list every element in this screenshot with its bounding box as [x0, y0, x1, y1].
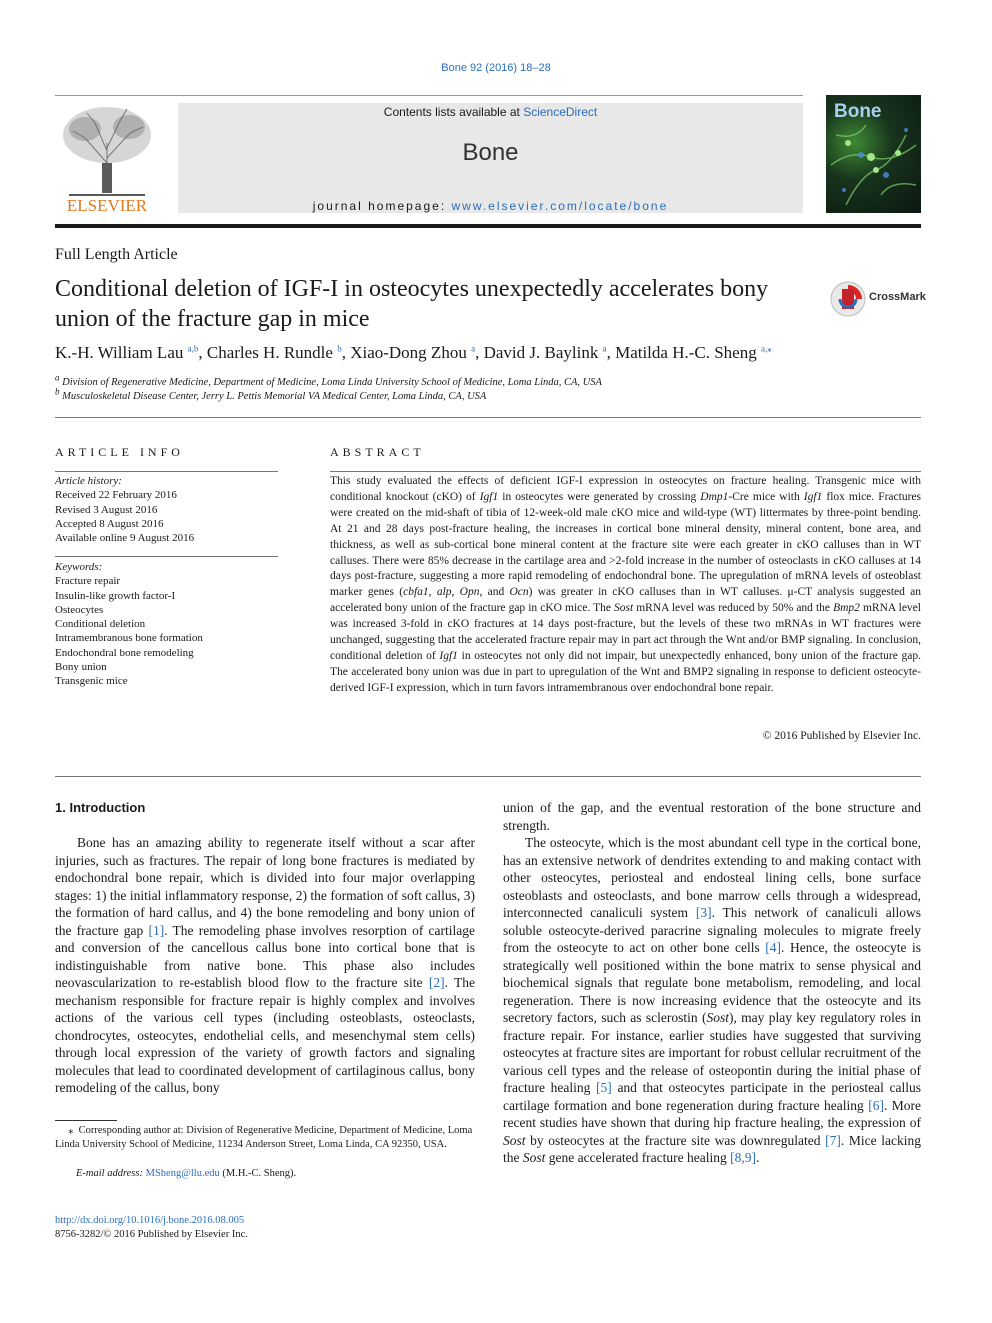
history-item: Available online 9 August 2016: [55, 532, 195, 545]
divider: [55, 776, 921, 777]
article-info-heading: ARTICLE INFO: [55, 445, 184, 459]
keyword: Conditional deletion: [55, 618, 146, 631]
citation-link[interactable]: [7]: [825, 1132, 841, 1148]
history-item: Accepted 8 August 2016: [55, 517, 164, 530]
contents-prefix: Contents lists available at: [383, 105, 524, 119]
crossmark-label[interactable]: CrossMark: [869, 291, 926, 303]
affiliation-mark: a: [55, 372, 60, 383]
keyword: Endochondral bone remodeling: [55, 646, 194, 659]
affiliation-mark: b: [55, 386, 60, 397]
citation-link[interactable]: [5]: [596, 1080, 612, 1095]
journal-name: Bone: [462, 139, 519, 166]
sciencedirect-link[interactable]: ScienceDirect: [523, 105, 598, 119]
author[interactable]: Xiao-Dong Zhou: [350, 343, 467, 362]
author-affiliation-mark[interactable]: b: [337, 343, 342, 354]
homepage-link[interactable]: www.elsevier.com/locate/bone: [451, 199, 669, 213]
divider: [55, 471, 278, 472]
abstract-heading: ABSTRACT: [330, 445, 425, 459]
citation-link[interactable]: [1]: [148, 922, 165, 938]
corresponding-author-footnote: ⁎ Corresponding author at: Division of Regenerative Medicine, Department of Medicine, Loma Linda University School of Medicine, 11234 Anderson Street, Loma Linda, CA 92350, USA.: [55, 1125, 473, 1150]
history-label: Article history:: [55, 475, 122, 487]
cover-title: Bone: [834, 101, 882, 122]
author-affiliation-mark[interactable]: a,⁎: [760, 343, 772, 354]
divider: [55, 556, 278, 557]
citation-link[interactable]: [8,9]: [730, 1150, 757, 1165]
keyword: Intramembranous bone formation: [55, 632, 203, 645]
email-suffix: (M.H.-C. Sheng).: [219, 1168, 297, 1179]
journal-cover-image: [826, 95, 921, 213]
email-link[interactable]: MSheng@llu.edu: [145, 1168, 220, 1179]
citation-link[interactable]: [2]: [428, 975, 445, 990]
section-heading: 1. Introduction: [55, 800, 146, 815]
keyword: Bony union: [55, 661, 107, 674]
divider: [330, 471, 921, 472]
author[interactable]: Matilda H.-C. Sheng: [615, 343, 757, 362]
keyword: Osteocytes: [55, 603, 104, 616]
affiliation: [55, 372, 602, 388]
author[interactable]: K.-H. William Lau: [55, 343, 184, 362]
footnote-rule: [55, 1120, 117, 1121]
email-label: E-mail address:: [76, 1168, 146, 1179]
abstract-body: This study evaluated the effects of deficient IGF-I expression in osteocytes on fracture healing. Transgenic mice with conditional knockout (cKO) of Igf1 in osteocytes were generated by crossing Dmp1-Cre mice with Igf1 flox mice. Fractures were created on the mid-shaft of tibia of 12-week-old male cKO mice and wild-type (WT) littermates by three-point bending. At 21 and 28 days post-fracture healing, the increases in cortical bone mineral density, mineral content, bone area, and thickness, as well as sub-cortical bone mineral content at the fracture site were each greater in cKO calluses than in WT calluses. There were 85% decrease in the cartilage area and >2-fold increase in the number of osteoclasts in cKO calluses at 14 days post-fracture, suggesting a more rapid remodeling of endochondral bone. The upregulation of mRNA levels of osteoblast marker genes (cbfa1, alp, Opn, and Ocn) was greater in cKO calluses than in WT calluses. μ-CT analysis suggested an accelerated bony union of the fracture gap in cKO mice. The Sost mRNA level was reduced by 50% and the Bmp2 mRNA level was increased 3-fold in cKO fractures at 14 days post-fracture, but the levels of these two mRNAs in WT fractures were unchanged, suggesting that the accelerated fracture repair may in part act through the Wnt and/or BMP signaling. In conclusion, conditional deletion of Igf1 in osteocytes not only did not impair, but unexpectedly enhanced, bony union of the fracture gap. The accelerated bony union was due in part to upregulation of the Wnt and BMP2 signaling in response to deficient osteocyte-derived IGF-I expression, which in turn favors intramembranous over endochondral bone repair.: [330, 475, 922, 694]
journal-homepage: [178, 199, 803, 213]
header-top-rule: [55, 95, 803, 96]
author[interactable]: David J. Baylink: [483, 343, 599, 362]
citation-link[interactable]: [3]: [695, 905, 712, 920]
history-item: Revised 3 August 2016: [55, 503, 158, 516]
header-rule: [55, 224, 921, 228]
author[interactable]: Charles H. Rundle: [206, 343, 333, 362]
intro-paragraph: The osteocyte, which is the most abundant cell type in the cortical bone, has an extensive network of dendrites extending to and making contact with other osteocytes, periosteal and endosteal lining cells, bone surface osteoblasts and osteoclasts, and bone marrow cells through a widespread, interconnected canaliculi system [3]. This network of canaliculi allows soluble osteocyte-derived paracrine signaling molecules to migrate freely from the osteocyte to act on other bone cells [4]. Hence, the osteocyte is strategically well positioned within the bone matrix to sense physical and biochemical signals that regulate bone metabolism, remodeling, and local regeneration. There is now increasing evidence that the osteocyte and its secretory factors, such as sclerostin (Sost), may play key regulatory roles in fracture repair. For instance, earlier studies have suggested that surviving osteocytes at fracture sites are important for robust cellular recruitment of the various cell types and the release of osteopontin during the initial phase of fracture healing [5] and that osteocytes participate in the periosteal callus cartilage formation and bone regeneration during fracture healing [6]. More recent studies have shown that during hip fracture healing, the expression of Sost by osteocytes at the fracture site was downregulated [7]. Mice lacking the Sost gene accelerated fracture healing [8,9].: [503, 835, 922, 1165]
article-history: [55, 474, 194, 545]
affiliation: [55, 386, 487, 402]
author-affiliation-mark[interactable]: a: [602, 343, 607, 354]
divider: [55, 417, 921, 418]
citation-link[interactable]: [4]: [765, 940, 782, 955]
history-item: Received 22 February 2016: [55, 489, 177, 502]
issn-line: 8756-3282/© 2016 Published by Elsevier Inc.: [55, 1229, 248, 1240]
keywords: [55, 560, 203, 689]
citation-link[interactable]: [6]: [868, 1097, 884, 1113]
affiliation-text: Musculoskeletal Disease Center, Jerry L. Pettis Memorial VA Medical Center, Loma Linda, CA, USA: [62, 391, 487, 402]
journal-reference[interactable]: Bone 92 (2016) 18–28: [441, 62, 551, 74]
keyword: Transgenic mice: [55, 675, 128, 688]
keywords-label: Keywords:: [55, 561, 103, 573]
intro-paragraph-continued: union of the gap, and the eventual restoration of the bone structure and strength.: [503, 800, 921, 833]
article-title: Conditional deletion of IGF-I in osteocytes unexpectedly accelerates bony union of the fracture gap in mice: [55, 276, 769, 332]
elsevier-wordmark: ELSEVIER: [66, 196, 148, 215]
email-line: [76, 1168, 296, 1179]
crossmark-icon[interactable]: [830, 281, 866, 317]
affiliation-text: Division of Regenerative Medicine, Department of Medicine, Loma Linda University School of Medicine, Loma Linda, CA, USA: [62, 377, 602, 388]
elsevier-logo: [55, 103, 159, 215]
contents-line: [178, 105, 803, 119]
keyword: Fracture repair: [55, 575, 121, 588]
article-type: Full Length Article: [55, 246, 178, 263]
intro-paragraph: Bone has an amazing ability to regenerate itself without a scar after injuries, such as fractures. The repair of long bone fractures is mediated by endochondral bone repair, which is divided into four major overlapping stages: 1) the initial inflammatory response, 2) the formation of soft callus, 3) the formation of hard callus, and 4) the bone remodeling and bony union of the fracture gap [1]. The remodeling phase involves resorption of cartilage and conversion of the cancellous callus bone into cortical bone that is indistinguishable from native bone. This phase also includes neovascularization to re-establish blood flow to the fracture site [2]. The mechanism responsible for fracture repair is highly complex and involves actions of the various cell types (including osteoblasts, osteoclasts, chondrocytes, osteocytes, endothelial cells, and mesenchymal stem cells) through local expression of the variety of growth factors and signaling molecules that lead to coordinated development of cartilaginous callus, bony remodeling of the callus, bony: [55, 835, 475, 1095]
keyword: Insulin-like growth factor-I: [55, 589, 176, 602]
homepage-prefix: journal homepage:: [312, 199, 452, 213]
author-list: K.-H. William Lau $^{a,b}$, Charles H. Rundle $^b$, Xiao-Dong Zhou $^a$, David J. Baylink $^a$, Matilda H.-C. Sheng $^{a,⁎}$: [55, 343, 772, 362]
author-affiliation-mark[interactable]: a: [471, 343, 476, 354]
doi-link[interactable]: http://dx.doi.org/10.1016/j.bone.2016.08.005: [55, 1215, 245, 1226]
author-affiliation-mark[interactable]: a,b: [187, 343, 199, 354]
copyright-notice: © 2016 Published by Elsevier Inc.: [762, 730, 921, 742]
